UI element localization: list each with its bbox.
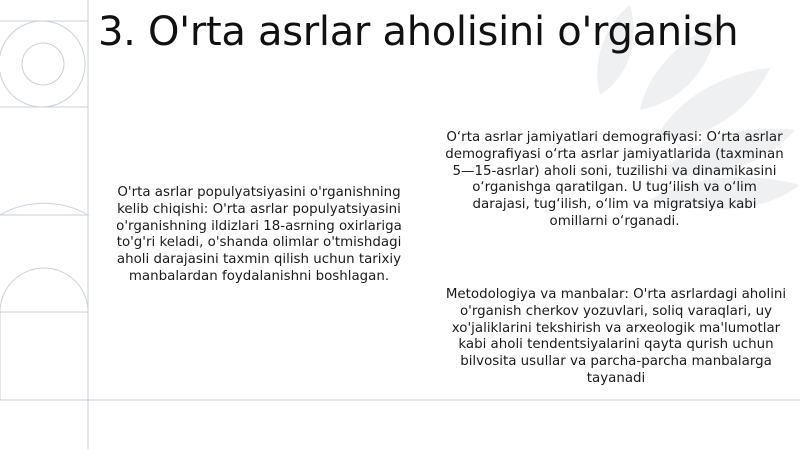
outline-circle-large xyxy=(0,21,85,107)
outline-arch-upper xyxy=(0,203,88,215)
outline-circle-small xyxy=(22,43,64,85)
text-block-demography: O‘rta asrlar jamiyatlari demografiyasi: O‘rta asrlar demografiyasi o‘rta asrlar jamiyatlarida (taxminan 5—15-asrlar) aholi soni, tuzilishi va dinamikasini o‘rganishga qaratilgan. U tug‘ilish va o‘lim darajasi, tug‘ilish, o‘lim va migratsiya kabi omillarni o‘rganadi. xyxy=(445,130,784,229)
text-block-origins: O'rta asrlar populyatsiyasini o'rganishning kelib chiqishi: O'rta asrlar populyatsiyasini o'rganishning ildizlari 18-asrning oxirlariga to'g'ri keladi, o'shanda olimlar o'tmishdagi aholi darajasini taxmin qilish uchun tarixiy manbalardan foydalanishni boshlagan. xyxy=(116,185,402,284)
outline-arch-lower xyxy=(0,268,88,312)
text-block-methodology: Metodologiya va manbalar: O'rta asrlardagi aholini o'rganish cherkov yozuvlari, soliq varaqlari, uy xo'jaliklarini tekshirish va arxeologik ma'lumotlar kabi aholi tendentsiyalarini qayta qurish uchun bilvosita usullar va parcha-parcha manbalarga tayanadi xyxy=(445,287,787,386)
slide-title: 3. O'rta asrlar aholisini o'rganish xyxy=(98,9,739,55)
